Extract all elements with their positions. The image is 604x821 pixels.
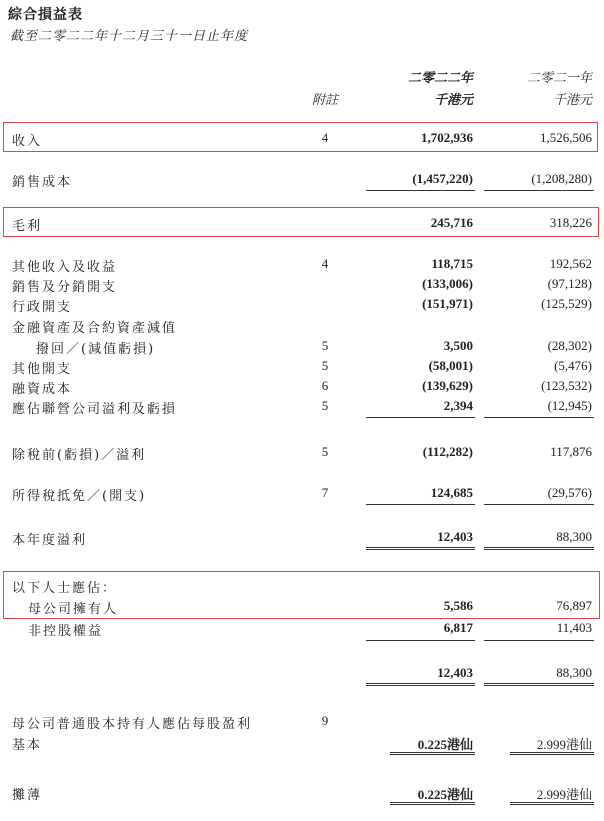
row-label: 行政開支 (12, 300, 73, 315)
row-current: 2,394 (443, 398, 473, 413)
row-current: 5,586 (443, 598, 473, 613)
row-prior: 11,403 (556, 620, 592, 635)
row-prior: 88,300 (556, 529, 592, 544)
row-label: 攤薄 (12, 788, 43, 803)
row-prior: 192,562 (549, 256, 592, 271)
subtotal-rule (484, 190, 594, 191)
row-note: 6 (321, 378, 329, 393)
row-label: 其他收入及收益 (12, 260, 118, 275)
row-current: 12,403 (437, 529, 473, 544)
row-prior: 76,897 (556, 598, 592, 613)
total-double-rule (484, 683, 594, 686)
row-prior: (29,576) (547, 485, 592, 500)
row-note: 4 (321, 256, 329, 271)
row-label: 除稅前(虧損)／溢利 (12, 448, 147, 463)
subtotal-rule (366, 190, 475, 191)
subtotal-rule (366, 417, 475, 418)
row-current: (139,629) (422, 378, 473, 393)
total-double-rule (510, 802, 594, 805)
row-current: 124,685 (430, 485, 473, 500)
total-double-rule (510, 752, 594, 755)
total-double-rule (484, 547, 594, 550)
row-prior: 2.999港仙 (536, 737, 592, 752)
row-current: 0.225港仙 (417, 737, 473, 752)
row-prior: 2.999港仙 (536, 787, 592, 802)
row-current: (58,001) (428, 358, 473, 373)
row-prior: 1,526,506 (540, 130, 592, 145)
row-current: (151,971) (422, 296, 473, 311)
row-note: 5 (321, 398, 329, 413)
row-label: 所得稅抵免／(開支) (12, 489, 147, 504)
row-prior: 117,876 (550, 444, 592, 459)
unit-current-header: 千港元 (433, 93, 473, 108)
highlight-gross-profit (3, 207, 599, 237)
subtotal-rule (484, 640, 594, 641)
row-note: 5 (321, 444, 329, 459)
row-prior: (12,945) (547, 398, 592, 413)
highlight-revenue (3, 122, 598, 152)
subtotal-rule (484, 504, 594, 505)
row-note: 5 (321, 338, 329, 353)
row-current: 6,817 (443, 620, 473, 635)
row-label: 其他開支 (12, 362, 73, 377)
row-current: 12,403 (437, 665, 473, 680)
year-prior-header: 二零二一年 (526, 71, 592, 86)
row-note: 7 (321, 485, 329, 500)
row-label: 毛利 (12, 219, 43, 234)
statement-period: 截至二零二二年十二月三十一日止年度 (10, 29, 249, 44)
row-current: 1,702,936 (421, 130, 473, 145)
row-prior: (125,529) (541, 296, 592, 311)
row-label: 基本 (12, 738, 43, 753)
row-prior: (1,208,280) (531, 171, 592, 186)
row-current: 118,715 (431, 256, 473, 271)
row-prior: (123,532) (541, 378, 592, 393)
row-prior: (28,302) (547, 338, 592, 353)
row-label: 收入 (12, 134, 43, 149)
row-label: 銷售及分銷開支 (12, 280, 118, 295)
row-label: 撥回／(減值虧損) (36, 342, 156, 357)
row-label: 銷售成本 (12, 175, 73, 190)
row-prior: (97,128) (547, 276, 592, 291)
row-prior: 88,300 (556, 665, 592, 680)
unit-prior-header: 千港元 (552, 93, 592, 108)
row-label: 母公司普通股本持有人應佔每股盈利 (12, 717, 253, 732)
row-label: 母公司擁有人 (28, 602, 119, 617)
total-double-rule (366, 547, 475, 550)
row-prior: (5,476) (554, 358, 592, 373)
statement-title: 綜合損益表 (8, 7, 83, 23)
row-current: (1,457,220) (412, 171, 473, 186)
row-current: 245,716 (430, 215, 473, 230)
note-column-header: 附註 (312, 93, 339, 108)
row-prior: 318,226 (549, 215, 592, 230)
subtotal-rule (366, 504, 475, 505)
total-double-rule (390, 752, 475, 755)
row-label: 本年度溢利 (12, 533, 88, 548)
row-label: 以下人士應佔： (12, 581, 118, 596)
row-current: (133,006) (422, 276, 473, 291)
total-double-rule (390, 802, 475, 805)
year-current-header: 二零二二年 (407, 71, 473, 86)
row-current: (112,282) (422, 444, 473, 459)
row-label: 非控股權益 (28, 624, 104, 639)
total-double-rule (366, 683, 475, 686)
row-current: 0.225港仙 (417, 787, 473, 802)
subtotal-rule (366, 640, 475, 641)
row-current: 3,500 (443, 338, 473, 353)
row-note: 5 (321, 358, 329, 373)
row-label: 金融資產及合約資產減值 (12, 321, 178, 336)
row-note: 4 (321, 130, 329, 145)
subtotal-rule (484, 417, 594, 418)
row-label: 融資成本 (12, 382, 73, 397)
row-label: 應佔聯營公司溢利及虧損 (12, 402, 178, 417)
row-note: 9 (321, 713, 329, 728)
